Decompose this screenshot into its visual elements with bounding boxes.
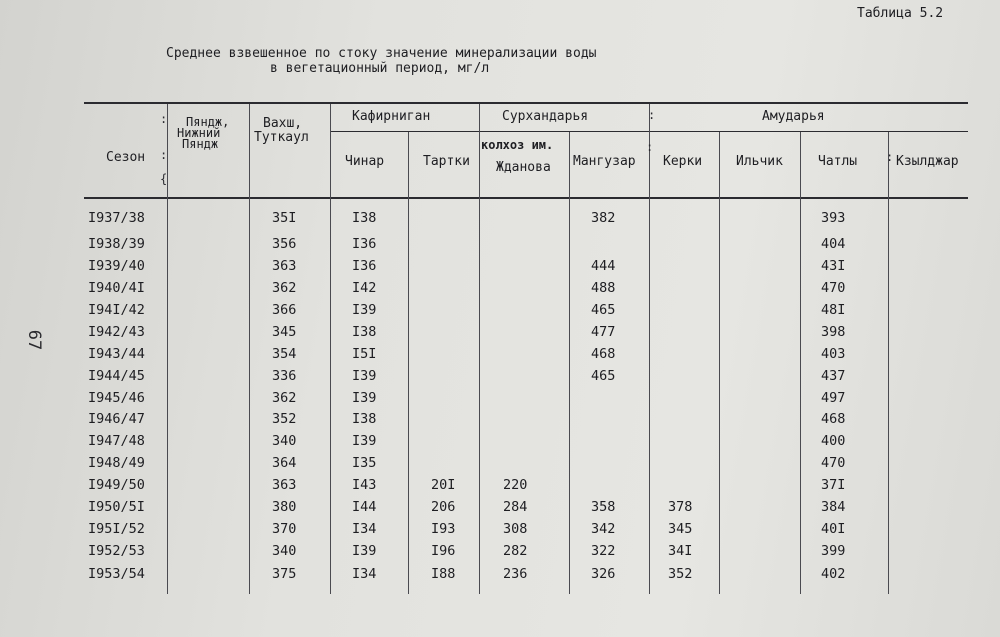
cell-chatly: 497 bbox=[821, 390, 846, 406]
header-kyzyldzhar: Кзылджар bbox=[896, 154, 959, 169]
cell-chinar: I44 bbox=[352, 499, 377, 515]
column-divider bbox=[249, 104, 250, 594]
cell-zhdanova: 308 bbox=[503, 521, 528, 537]
cell-chinar: I38 bbox=[352, 411, 377, 427]
cell-manguzar: 342 bbox=[591, 521, 616, 537]
column-divider bbox=[479, 104, 480, 594]
cell-vakhsh: 363 bbox=[272, 477, 297, 493]
header-pyanj-line-2: Нижний bbox=[177, 126, 221, 140]
header-ilchik: Ильчик bbox=[736, 154, 783, 169]
typewriter-colon-mark: : bbox=[886, 150, 894, 164]
cell-vakhsh: 352 bbox=[272, 411, 297, 427]
cell-chatly: 40I bbox=[821, 521, 846, 537]
cell-manguzar: 326 bbox=[591, 566, 616, 582]
cell-chinar: I38 bbox=[352, 324, 377, 340]
header-pyanj-line-1: Пяндж, bbox=[186, 115, 230, 129]
header-vakhsh-line-1: Вахш, bbox=[263, 116, 303, 131]
cell-chatly: 402 bbox=[821, 566, 846, 582]
cell-chinar: I42 bbox=[352, 280, 377, 296]
header-chatly: Чатлы bbox=[818, 154, 858, 169]
column-divider bbox=[800, 132, 801, 594]
cell-tartki: 206 bbox=[431, 499, 456, 515]
cell-vakhsh: 362 bbox=[272, 280, 297, 296]
cell-manguzar: 477 bbox=[591, 324, 616, 340]
cell-chatly: 437 bbox=[821, 368, 846, 384]
cell-chinar: I5I bbox=[352, 346, 377, 362]
cell-chatly: 399 bbox=[821, 543, 846, 559]
cell-chatly: 393 bbox=[821, 210, 846, 226]
cell-manguzar: 322 bbox=[591, 543, 616, 559]
cell-vakhsh: 364 bbox=[272, 455, 297, 471]
cell-season: I938/39 bbox=[88, 236, 145, 252]
cell-manguzar: 488 bbox=[591, 280, 616, 296]
column-divider bbox=[569, 132, 570, 594]
cell-chatly: 400 bbox=[821, 433, 846, 449]
cell-kerki: 345 bbox=[668, 521, 693, 537]
table-top-rule bbox=[84, 102, 968, 104]
cell-season: I946/47 bbox=[88, 411, 145, 427]
header-pyanj-line-3: Пяндж bbox=[182, 137, 219, 151]
cell-tartki: I93 bbox=[431, 521, 456, 537]
cell-kerki: 378 bbox=[668, 499, 693, 515]
cell-vakhsh: 35I bbox=[272, 210, 297, 226]
typewriter-colon-mark: : bbox=[160, 148, 168, 162]
page-number: 67 bbox=[24, 329, 45, 351]
cell-chinar: I36 bbox=[352, 258, 377, 274]
cell-chatly: 470 bbox=[821, 280, 846, 296]
cell-chatly: 48I bbox=[821, 302, 846, 318]
cell-season: I95I/52 bbox=[88, 521, 145, 537]
cell-season: I948/49 bbox=[88, 455, 145, 471]
cell-chinar: I43 bbox=[352, 477, 377, 493]
cell-chinar: I39 bbox=[352, 433, 377, 449]
cell-chinar: I34 bbox=[352, 566, 377, 582]
cell-season: I950/5I bbox=[88, 499, 145, 515]
cell-tartki: I88 bbox=[431, 566, 456, 582]
cell-season: I940/4I bbox=[88, 280, 145, 296]
column-divider bbox=[330, 104, 331, 594]
cell-chatly: 43I bbox=[821, 258, 846, 274]
cell-season: I953/54 bbox=[88, 566, 145, 582]
cell-chatly: 403 bbox=[821, 346, 846, 362]
table-title-line-1: Среднее взвешенное по стоку значение минерализации воды bbox=[166, 46, 597, 61]
cell-vakhsh: 380 bbox=[272, 499, 297, 515]
cell-tartki: 20I bbox=[431, 477, 456, 493]
typewriter-colon-mark: : bbox=[648, 108, 656, 122]
header-bottom-rule bbox=[84, 197, 968, 199]
cell-chinar: I35 bbox=[352, 455, 377, 471]
header-chinar: Чинар bbox=[345, 154, 385, 169]
header-surkhandarya: Сурхандарья bbox=[502, 109, 589, 124]
typewriter-colon-mark: : bbox=[160, 112, 168, 126]
cell-season: I949/50 bbox=[88, 477, 145, 493]
cell-zhdanova: 284 bbox=[503, 499, 528, 515]
cell-season: I94I/42 bbox=[88, 302, 145, 318]
cell-vakhsh: 340 bbox=[272, 543, 297, 559]
cell-zhdanova: 236 bbox=[503, 566, 528, 582]
cell-season: I945/46 bbox=[88, 390, 145, 406]
cell-vakhsh: 356 bbox=[272, 236, 297, 252]
cell-season: I943/44 bbox=[88, 346, 145, 362]
table-number-label: Таблица 5.2 bbox=[857, 6, 944, 21]
cell-vakhsh: 340 bbox=[272, 433, 297, 449]
cell-vakhsh: 370 bbox=[272, 521, 297, 537]
cell-chinar: I36 bbox=[352, 236, 377, 252]
column-divider bbox=[408, 132, 409, 594]
cell-chinar: I39 bbox=[352, 368, 377, 384]
cell-season: I944/45 bbox=[88, 368, 145, 384]
cell-zhdanova: 282 bbox=[503, 543, 528, 559]
cell-chinar: I39 bbox=[352, 390, 377, 406]
cell-manguzar: 465 bbox=[591, 302, 616, 318]
header-kafirnigan: Кафирниган bbox=[352, 109, 431, 124]
cell-zhdanova: 220 bbox=[503, 477, 528, 493]
cell-chatly: 384 bbox=[821, 499, 846, 515]
cell-manguzar: 465 bbox=[591, 368, 616, 384]
cell-manguzar: 358 bbox=[591, 499, 616, 515]
cell-vakhsh: 345 bbox=[272, 324, 297, 340]
cell-chinar: I38 bbox=[352, 210, 377, 226]
cell-chatly: 398 bbox=[821, 324, 846, 340]
cell-vakhsh: 366 bbox=[272, 302, 297, 318]
cell-vakhsh: 354 bbox=[272, 346, 297, 362]
cell-season: I952/53 bbox=[88, 543, 145, 559]
column-divider bbox=[888, 132, 889, 594]
header-zhdanova-line-2: Жданова bbox=[496, 160, 551, 175]
header-amudarya: Амударья bbox=[762, 109, 825, 124]
cell-chatly: 470 bbox=[821, 455, 846, 471]
header-kerki: Керки bbox=[663, 154, 703, 169]
cell-kerki: 34I bbox=[668, 543, 693, 559]
cell-manguzar: 468 bbox=[591, 346, 616, 362]
cell-chinar: I39 bbox=[352, 302, 377, 318]
cell-vakhsh: 375 bbox=[272, 566, 297, 582]
cell-chinar: I34 bbox=[352, 521, 377, 537]
cell-chatly: 37I bbox=[821, 477, 846, 493]
typewriter-colon-mark: : bbox=[646, 140, 654, 154]
cell-vakhsh: 362 bbox=[272, 390, 297, 406]
typewriter-colon-mark: { bbox=[160, 172, 168, 186]
cell-manguzar: 382 bbox=[591, 210, 616, 226]
cell-season: I942/43 bbox=[88, 324, 145, 340]
cell-chinar: I39 bbox=[352, 543, 377, 559]
cell-kerki: 352 bbox=[668, 566, 693, 582]
cell-chatly: 468 bbox=[821, 411, 846, 427]
cell-manguzar: 444 bbox=[591, 258, 616, 274]
cell-chatly: 404 bbox=[821, 236, 846, 252]
header-vakhsh-line-2: Туткаул bbox=[254, 130, 309, 145]
header-tartki: Тартки bbox=[423, 154, 470, 169]
header-season: Сезон bbox=[106, 150, 146, 165]
cell-season: I947/48 bbox=[88, 433, 145, 449]
cell-vakhsh: 336 bbox=[272, 368, 297, 384]
cell-vakhsh: 363 bbox=[272, 258, 297, 274]
column-divider bbox=[719, 132, 720, 594]
header-zhdanova-line-1: колхоз им. bbox=[481, 138, 554, 152]
cell-tartki: I96 bbox=[431, 543, 456, 559]
header-manguzar: Мангузар bbox=[573, 154, 636, 169]
column-divider bbox=[649, 104, 650, 594]
cell-season: I937/38 bbox=[88, 210, 145, 226]
cell-season: I939/40 bbox=[88, 258, 145, 274]
table-title-line-2: в вегетационный период, мг/л bbox=[270, 61, 490, 76]
